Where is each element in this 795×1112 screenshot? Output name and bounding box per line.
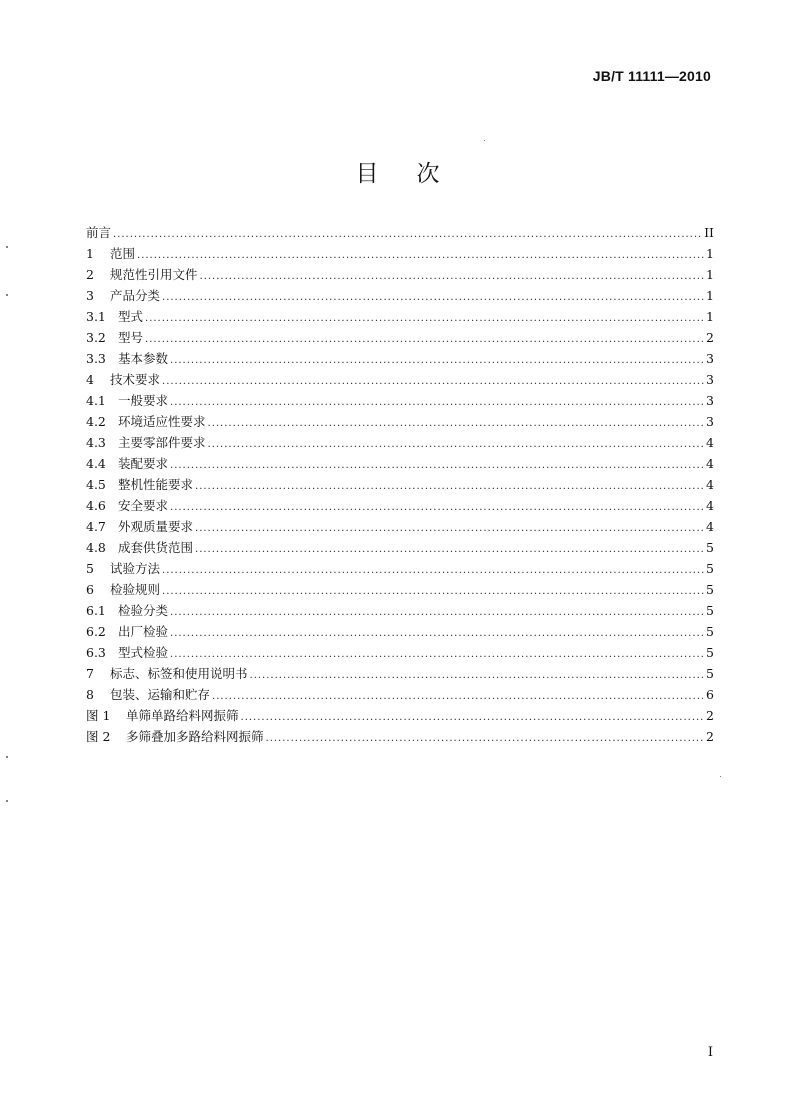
leader-dots <box>208 413 704 434</box>
toc-entry-label: 标志、标签和使用说明书 <box>110 666 248 681</box>
toc-entry[interactable] <box>86 411 714 432</box>
toc-entry-label: 装配要求 <box>118 456 169 471</box>
toc-entry-label: 出厂检验 <box>118 624 169 639</box>
leader-dots <box>170 392 704 413</box>
toc-entry-page: 2 <box>706 708 714 723</box>
toc-entry-page: 1 <box>706 246 714 261</box>
toc-entry-number: 4.6 <box>86 498 106 513</box>
toc-entry-page: 4 <box>706 435 714 450</box>
toc-entry-label: 检验规则 <box>110 582 161 597</box>
toc-entry[interactable] <box>86 243 714 264</box>
scan-speck <box>6 246 8 248</box>
toc-entry-label: 单筛单路给料网振筛 <box>126 708 239 723</box>
toc-entry-label: 产品分类 <box>110 288 161 303</box>
toc-entry[interactable] <box>86 348 714 369</box>
leader-dots <box>113 224 702 245</box>
leader-dots <box>170 350 704 371</box>
toc-entry-page: 2 <box>706 330 714 345</box>
toc-entry[interactable] <box>86 621 714 642</box>
toc-entry[interactable] <box>86 369 714 390</box>
toc-entry-page: 5 <box>706 624 714 639</box>
toc-entry[interactable] <box>86 684 714 705</box>
toc-entry-number: 6 <box>86 582 94 597</box>
toc-entry-label: 一般要求 <box>118 393 169 408</box>
toc-entry-label: 技术要求 <box>110 372 161 387</box>
toc-entry[interactable] <box>86 579 714 600</box>
toc-entry-number: 3.3 <box>86 351 106 366</box>
toc-entry[interactable] <box>86 726 714 747</box>
scan-speck <box>720 776 721 777</box>
page-title: 目次 <box>355 161 478 187</box>
toc-entry[interactable] <box>86 222 714 243</box>
toc-entry-number: 3 <box>86 288 94 303</box>
toc-entry-number: 4.4 <box>86 456 106 471</box>
toc-entry[interactable] <box>86 264 714 285</box>
toc-entry-number: 7 <box>86 666 94 681</box>
toc-entry-number: 8 <box>86 687 94 702</box>
leader-dots <box>162 371 704 392</box>
toc-entry-number: 3.2 <box>86 330 106 345</box>
toc-entry-page: 4 <box>706 477 714 492</box>
leader-dots <box>250 665 704 686</box>
leader-dots <box>170 455 704 476</box>
table-of-contents <box>86 222 714 747</box>
toc-entry-label: 型式检验 <box>118 645 169 660</box>
leader-dots <box>200 266 704 287</box>
toc-entry-label: 规范性引用文件 <box>110 267 198 282</box>
toc-entry-label: 试验方法 <box>110 561 161 576</box>
toc-entry[interactable] <box>86 306 714 327</box>
toc-entry-label: 前言 <box>86 225 112 240</box>
toc-entry-page: 5 <box>706 540 714 555</box>
toc-entry-label: 成套供货范围 <box>118 540 194 555</box>
toc-entry-label: 外观质量要求 <box>118 519 194 534</box>
scan-speck <box>6 294 8 296</box>
standard-code: JB/T 11111—2010 <box>592 68 711 84</box>
toc-entry-number: 4.5 <box>86 477 106 492</box>
leader-dots <box>208 434 704 455</box>
toc-entry-number: 6.1 <box>86 603 106 618</box>
toc-entry-label: 型式 <box>118 309 144 324</box>
toc-entry-page: 6 <box>706 687 714 702</box>
toc-entry-label: 环境适应性要求 <box>118 414 206 429</box>
toc-entry-number: 4.3 <box>86 435 106 450</box>
toc-entry-number: 4 <box>86 372 94 387</box>
toc-entry-number: 4.1 <box>86 393 106 408</box>
toc-entry-page: 3 <box>706 372 714 387</box>
leader-dots <box>137 245 704 266</box>
toc-entry-page: 1 <box>706 267 714 282</box>
toc-entry[interactable] <box>86 537 714 558</box>
toc-entry-number: 1 <box>86 246 94 261</box>
toc-entry-page: 3 <box>706 393 714 408</box>
toc-entry-page: 5 <box>706 666 714 681</box>
leader-dots <box>170 497 704 518</box>
toc-entry-label: 包装、运输和贮存 <box>110 687 211 702</box>
leader-dots <box>195 476 704 497</box>
toc-entry-page: 4 <box>706 498 714 513</box>
scan-speck <box>484 140 485 141</box>
toc-entry[interactable] <box>86 432 714 453</box>
toc-entry[interactable] <box>86 705 714 726</box>
toc-entry-number: 6.2 <box>86 624 106 639</box>
toc-entry-label: 整机性能要求 <box>118 477 194 492</box>
toc-entry-number: 图 2 <box>86 729 111 744</box>
leader-dots <box>241 707 704 728</box>
toc-entry-number: 2 <box>86 267 94 282</box>
toc-entry-page: 4 <box>706 519 714 534</box>
toc-entry[interactable] <box>86 453 714 474</box>
toc-entry-page: 2 <box>706 729 714 744</box>
toc-entry-label: 多筛叠加多路给料网振筛 <box>126 729 264 744</box>
toc-entry[interactable] <box>86 642 714 663</box>
toc-entry-number: 4.7 <box>86 519 106 534</box>
toc-entry-label: 型号 <box>118 330 144 345</box>
toc-entry-page: 4 <box>706 456 714 471</box>
toc-entry-label: 范围 <box>110 246 136 261</box>
toc-entry-label: 主要零部件要求 <box>118 435 206 450</box>
toc-entry[interactable] <box>86 474 714 495</box>
toc-entry[interactable] <box>86 390 714 411</box>
toc-entry-label: 基本参数 <box>118 351 169 366</box>
toc-entry-label: 安全要求 <box>118 498 169 513</box>
toc-entry-number: 6.3 <box>86 645 106 660</box>
leader-dots <box>195 518 704 539</box>
toc-entry[interactable] <box>86 516 714 537</box>
toc-entry-page: 5 <box>706 582 714 597</box>
toc-entry-number: 图 1 <box>86 708 111 723</box>
toc-entry-number: 3.1 <box>86 309 106 324</box>
toc-entry-label: 检验分类 <box>118 603 169 618</box>
leader-dots <box>170 644 704 665</box>
toc-entry-page: 3 <box>706 351 714 366</box>
leader-dots <box>145 329 704 350</box>
toc-entry-number: 4.8 <box>86 540 106 555</box>
leader-dots <box>170 623 704 644</box>
toc-entry-page: 3 <box>706 414 714 429</box>
toc-entry-page: 5 <box>706 603 714 618</box>
toc-entry-page: 1 <box>706 288 714 303</box>
toc-entry[interactable] <box>86 558 714 579</box>
leader-dots <box>266 728 704 749</box>
toc-entry-page: 5 <box>706 561 714 576</box>
leader-dots <box>162 581 704 602</box>
toc-entry-number: 5 <box>86 561 94 576</box>
leader-dots <box>195 539 704 560</box>
toc-entry[interactable] <box>86 285 714 306</box>
leader-dots <box>162 287 704 308</box>
page-number: I <box>707 1045 713 1060</box>
leader-dots <box>145 308 704 329</box>
toc-entry[interactable] <box>86 327 714 348</box>
toc-entry-page: II <box>704 225 714 240</box>
toc-entry-page: 1 <box>706 309 714 324</box>
toc-entry-number: 4.2 <box>86 414 106 429</box>
leader-dots <box>212 686 704 707</box>
leader-dots <box>170 602 704 623</box>
leader-dots <box>162 560 704 581</box>
scan-speck <box>6 756 8 758</box>
toc-entry[interactable] <box>86 600 714 621</box>
toc-entry[interactable] <box>86 663 714 684</box>
toc-entry-page: 5 <box>706 645 714 660</box>
scan-speck <box>6 800 8 802</box>
toc-entry[interactable] <box>86 495 714 516</box>
